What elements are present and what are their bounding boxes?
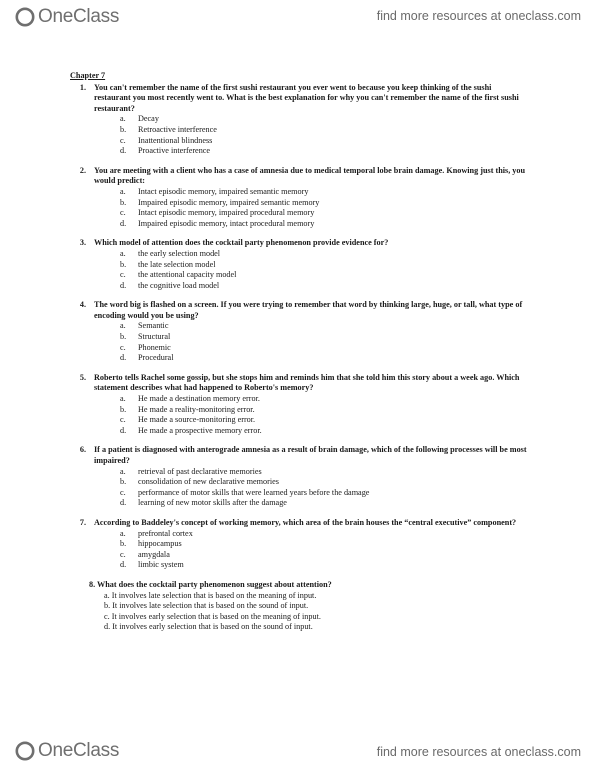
question-text: The word big is flashed on a screen. If you were trying to remember that word by thinking large, huge, or tall, what type of encoding would you be using? [94,300,523,320]
option-d: d. Proactive interference [120,146,211,156]
question-8 [70,580,530,633]
question-4 [70,300,530,364]
header-tagline-link[interactable]: find more resources at oneclass.com [376,9,581,23]
question-number: 3. [79,238,86,248]
option-c: c. Inattentional blindness [120,135,213,145]
option-c: c. performance of motor skills that were learned years before the damage [120,487,370,497]
question-6 [70,445,530,509]
option-d: d. limbic system [120,560,184,570]
question-5 [70,373,530,437]
question-number: 5. [79,372,86,382]
question-number: 7. [79,517,86,527]
option-a: a. prefrontal cortex [120,528,193,538]
logo-text: OneClass [38,740,120,761]
option-c: c. the attentional capacity model [120,270,237,280]
option-b: b. He made a reality-monitoring error. [120,404,255,414]
top-header [0,0,595,34]
question-number: 1. [79,82,86,92]
option-a: a. retrieval of past declarative memories [120,466,262,476]
option-c: c. It involves early selection that is based on the meaning of input. [104,611,321,621]
question-3 [70,238,530,291]
option-b: b. Retroactive interference [120,124,217,134]
oneclass-logo[interactable] [14,6,119,28]
footer-tagline-link[interactable]: find more resources at oneclass.com [376,745,581,759]
logo-text: OneClass [38,6,120,27]
option-d: d. learning of new motor skills after the damage [120,498,287,508]
bottom-footer [0,736,595,770]
question-text: According to Baddeley's concept of working memory, which area of the brain houses the “central executive” component? [94,517,517,527]
option-b: b. Structural [120,332,171,342]
option-b: b. Impaired episodic memory, impaired semantic memory [120,197,320,207]
question-text: If a patient is diagnosed with anterograde amnesia as a result of brain damage, which of the following processes will be most impaired? [94,445,527,465]
oneclass-o-icon [14,740,36,762]
document-page [70,71,530,642]
option-a: a. Decay [120,114,159,124]
option-c: c. Intact episodic memory, impaired procedural memory [120,208,315,218]
option-a: a. Semantic [120,321,169,331]
oneclass-logo[interactable] [14,740,119,762]
question-text: 8. What does the cocktail party phenomenon suggest about attention? [89,579,332,589]
question-text: You can't remember the name of the first sushi restaurant you ever went to because you keep thinking of the sushi restaurant you most recently went to. What is the best explanation for why you can't remember the name of the first sushi restaurant? [94,82,519,113]
option-d: d. the cognitive load model [120,280,220,290]
option-d: d. He made a prospective memory error. [120,425,262,435]
option-d: d. Procedural [120,353,174,363]
option-b: b. consolidation of new declarative memories [120,477,279,487]
question-1 [70,83,530,157]
option-c: c. Phonemic [120,342,171,352]
option-d: d. Impaired episodic memory, intact procedural memory [120,218,315,228]
option-b: b. hippocampus [120,539,182,549]
question-number: 6. [79,445,86,455]
chapter-heading: Chapter 7 [70,71,106,80]
option-a: a. the early selection model [120,248,221,258]
question-text: Roberto tells Rachel some gossip, but she stops him and reminds him that she told him this story about a week ago. Which statement describes what had happened to Roberto's memory? [94,372,520,393]
question-text: You are meeting with a client who has a case of amnesia due to medical temporal lobe brain damage. Knowing just this, you would predict: [94,165,526,186]
question-number: 2. [79,165,86,175]
option-c: c. He made a source-monitoring error. [120,415,256,425]
option-a: a. It involves late selection that is based on the meaning of input. [104,590,317,600]
question-2 [70,166,530,230]
option-a: a. He made a destination memory error. [120,394,260,404]
question-text: Which model of attention does the cocktail party phenomenon provide evidence for? [94,238,389,248]
question-7 [70,518,530,571]
question-number: 4. [79,300,86,310]
option-b: b. the late selection model [120,259,216,269]
option-c: c. amygdala [120,549,170,559]
option-a: a. Intact episodic memory, impaired semantic memory [120,186,309,196]
oneclass-o-icon [14,6,36,28]
option-d: d. It involves early selection that is based on the sound of input. [104,622,313,632]
option-b: b. It involves late selection that is based on the sound of input. [104,601,309,611]
